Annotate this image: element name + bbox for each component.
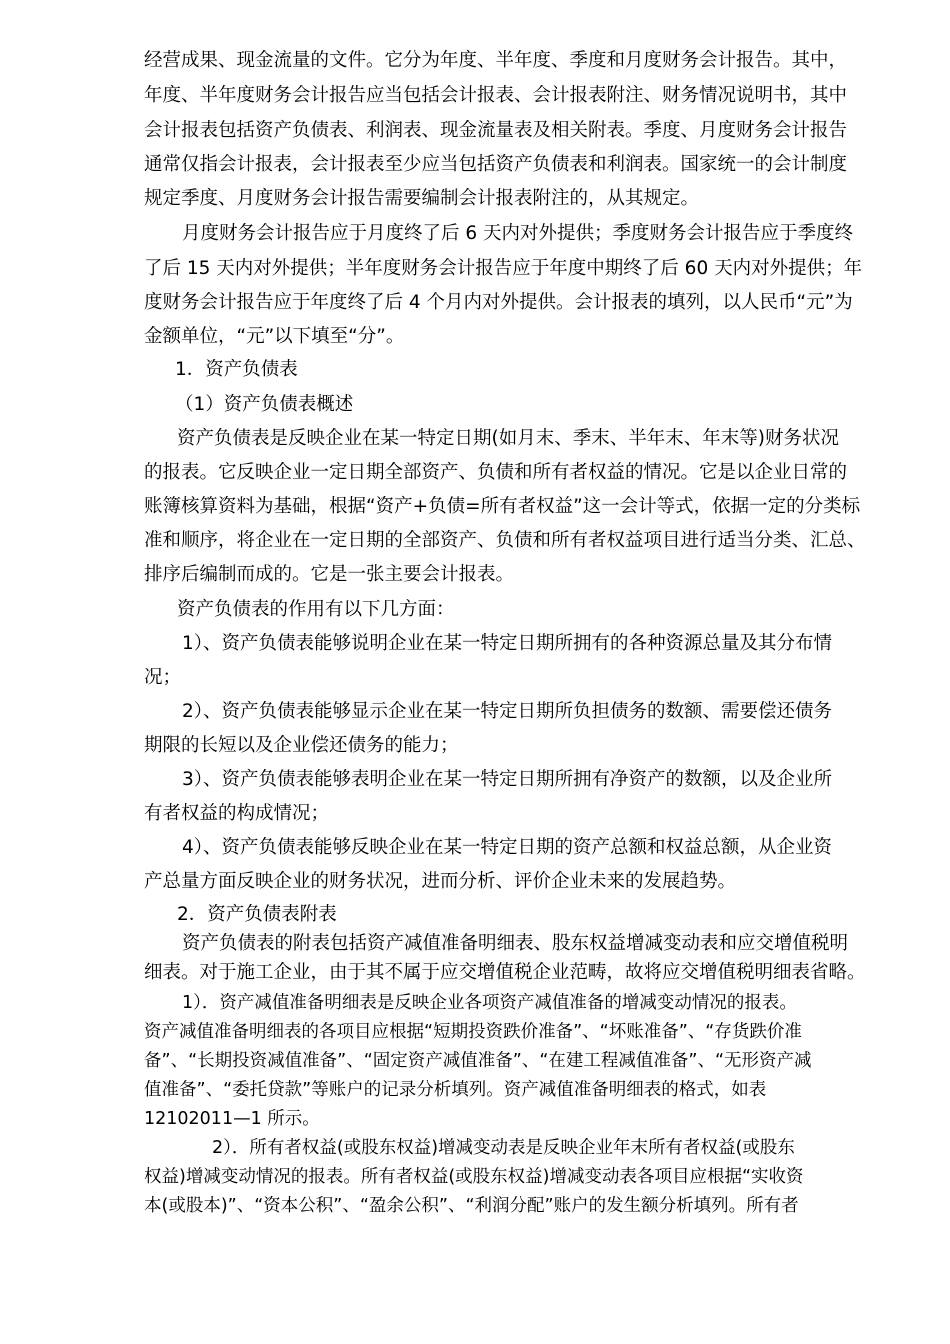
subsection-heading: （1）资产负债表概述 bbox=[175, 394, 354, 415]
list-item-line: 3）、资产负债表能够表明企业在某一特定日期所拥有净资产的数额，以及企业所 bbox=[182, 769, 833, 790]
text-line: 通常仅指会计报表，会计报表至少应当包括资产负债表和利润表。国家统一的会计制度 bbox=[144, 154, 848, 175]
section-heading: 2．资产负债表附表 bbox=[177, 904, 337, 925]
text-line: 权益)增减变动情况的报表。所有者权益(或股东权益)增减变动表各项目应根据“实收资 bbox=[144, 1167, 804, 1187]
list-item-line: 产总量方面反映企业的财务状况，进而分析、评价企业未来的发展趋势。 bbox=[144, 871, 737, 892]
list-item-line: 况； bbox=[144, 667, 182, 688]
list-item-line: 期限的长短以及企业偿还债务的能力； bbox=[144, 735, 459, 756]
text-line: 月度财务会计报告应于月度终了后 6 天内对外提供；季度财务会计报告应于季度终 bbox=[182, 223, 854, 244]
text-line: 值准备”、“委托贷款”等账户的记录分析填列。资产减值准备明细表的格式，如表 bbox=[144, 1080, 767, 1100]
text-line: 备”、“长期投资减值准备”、“固定资产减值准备”、“在建工程减值准备”、“无形资产减 bbox=[144, 1051, 812, 1071]
text-line: 2）．所有者权益(或股东权益)增减变动表是反映企业年末所有者权益(或股东 bbox=[212, 1138, 795, 1158]
list-item-line: 1）、资产负债表能够说明企业在某一特定日期所拥有的各种资源总量及其分布情 bbox=[182, 633, 833, 654]
text-line: 的报表。它反映企业一定日期全部资产、负债和所有者权益的情况。它是以企业日常的 bbox=[144, 462, 848, 483]
text-line: 1）．资产减值准备明细表是反映企业各项资产减值准备的增减变动情况的报表。 bbox=[182, 993, 797, 1013]
text-line: 会计报表包括资产负债表、利润表、现金流量表及相关附表。季度、月度财务会计报告 bbox=[144, 120, 848, 141]
text-line: 资产负债表的作用有以下几方面： bbox=[177, 599, 455, 620]
list-item-line: 4）、资产负债表能够反映企业在某一特定日期的资产总额和权益总额，从企业资 bbox=[182, 837, 833, 858]
text-line: 度财务会计报告应于年度终了后 4 个月内对外提供。会计报表的填列，以人民币“元”为 bbox=[144, 292, 853, 313]
section-heading: 1．资产负债表 bbox=[175, 359, 298, 380]
list-item-line: 2）、资产负债表能够显示企业在某一特定日期所负担债务的数额、需要偿还债务 bbox=[182, 701, 833, 722]
text-line: 了后 15 天内对外提供；半年度财务会计报告应于年度中期终了后 60 天内对外提供；年 bbox=[144, 258, 863, 279]
text-line: 经营成果、现金流量的文件。它分为年度、半年度、季度和月度财务会计报告。其中， bbox=[144, 50, 848, 71]
text-line: 账簿核算资料为基础，根据“资产+负债=所有者权益”这一会计等式，依据一定的分类标 bbox=[144, 496, 861, 517]
text-line: 资产减值准备明细表的各项目应根据“短期投资跌价准备”、“坏账准备”、“存货跌价准 bbox=[144, 1022, 802, 1042]
text-line: 资产负债表的附表包括资产减值准备明细表、股东权益增减变动表和应交增值税明 bbox=[182, 933, 849, 954]
text-line: 金额单位，“元”以下填至“分”。 bbox=[144, 326, 405, 347]
text-line: 本(或股本)”、“资本公积”、“盈余公积”、“利润分配”账户的发生额分析填列。所有者 bbox=[144, 1196, 799, 1216]
text-line: 规定季度、月度财务会计报告需要编制会计报表附注的，从其规定。 bbox=[144, 188, 700, 209]
text-line: 细表。对于施工企业，由于其不属于应交增值税企业范畴，故将应交增值税明细表省略。 bbox=[144, 962, 866, 983]
text-line: 资产负债表是反映企业在某一特定日期(如月末、季末、半年末、年末等)财务状况 bbox=[177, 428, 839, 449]
text-line: 准和顺序，将企业在一定日期的全部资产、负债和所有者权益项目进行适当分类、汇总、 bbox=[144, 530, 866, 551]
list-item-line: 有者权益的构成情况； bbox=[144, 803, 330, 824]
text-line: 年度、半年度财务会计报告应当包括会计报表、会计报表附注、财务情况说明书，其中 bbox=[144, 85, 848, 106]
text-line: 12102011—1 所示。 bbox=[144, 1109, 320, 1129]
text-line: 排序后编制而成的。它是一张主要会计报表。 bbox=[144, 564, 515, 585]
